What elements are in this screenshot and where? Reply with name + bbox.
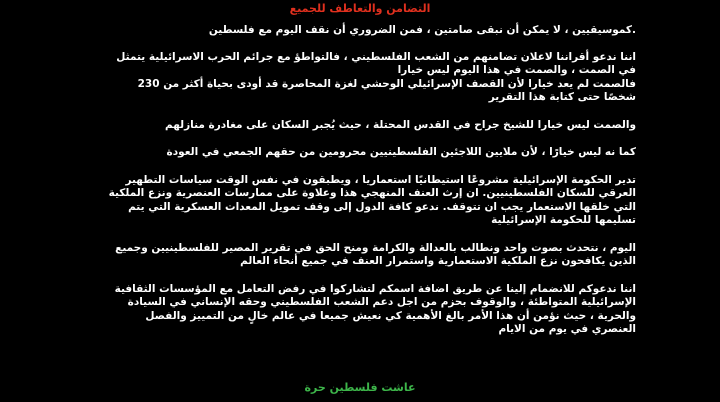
- paragraph-line: شخصًا حتى كتابة هذا التقرير: [488, 91, 636, 103]
- page-title: التضامن والتعاطف للجميع: [289, 2, 431, 15]
- paragraph-line: الذين يكافحون نزع الملكية الاستعمارية واستمرار العنف في جميع أنحاء العالم: [240, 255, 636, 267]
- paragraph-line: فالصمت لم يعد خيارا لأن القصف الإسرائيلي الوحشي لغزة المحاصرة قد أودى بحياة أكثر من 230: [137, 77, 636, 90]
- paragraph-line: العنصري في يوم من الايام: [498, 323, 636, 335]
- paragraph-line: التي خلقها الاستعمار يجب ان تتوقف. ندعو كافة الدول إلى وقف تمويل المعدات العسكرية التي يتم: [128, 200, 636, 213]
- paragraph-line: اننا ندعوكم للانضمام إلينا عن طريق اضافة اسمكم لتشاركوا في رفض التعامل مع المؤسسات الثقافية: [114, 282, 636, 295]
- paragraph-call-to-solidarity: [40, 51, 636, 105]
- paragraph-line: الإسرائيلية المتواطئة ، والوقوف بحزم من اجل دعم الشعب الفلسطيني وحقه الإنساني في السيادة: [127, 296, 636, 308]
- paragraph-line: تدير الحكومة الإسرائيلية مشروعًا استيطانيًا استعماريا ، ويطبقون في نفس الوقت سياسات التطهير: [125, 173, 636, 186]
- paragraph-one-voice: [40, 242, 636, 269]
- paragraph-line: العرقي للسكان الفلسطينيين. ان إرث العنف المنهجي هذا وعلاوة على ممارسات العنصرية ونزع الملكية: [108, 187, 636, 199]
- paragraph-join-us: [40, 283, 636, 337]
- paragraph-line: اليوم ، نتحدث بصوت واحد ونطالب بالعدالة والكرامة ومنح الحق في تقرير المصير للفلسطينيين وجميع: [115, 241, 636, 254]
- paragraph-sheikh-jarrah: [40, 119, 636, 133]
- paragraph-line: تسليمها للحكومة الإسرائيلية: [491, 214, 636, 226]
- paragraph-refugees: [40, 146, 636, 160]
- paragraph-intro: [40, 24, 636, 38]
- paragraph-line: والصمت ليس خيارا للشيخ جراح في القدس المحتلة ، حيث يُجبر السكان على مغادرة منازلهم: [164, 118, 636, 131]
- paragraph-line: في الصمت ، والصمت في هذا اليوم ليس خيارا: [397, 64, 636, 76]
- footer-slogan: عاشت فلسطين حرة: [304, 381, 416, 394]
- paragraph-line: والحرية ، حيث نؤمن أن هذا الأمر بالغ الأهمية كي نعيش جميعا في عالم خالٍ من التمييز والفصل: [145, 309, 636, 322]
- paragraph-line: اننا ندعو أقراننا لاعلان تضامنهم من الشعب الفلسطيني ، فالتواطؤ مع جرائم الحرب الاسرائيلية يتمثل: [116, 50, 636, 63]
- paragraph-line: كما نه ليس خيارًا ، لأن ملايين اللاجئين الفلسطينيين محرومين من حقهم الجمعي في العودة: [166, 146, 636, 158]
- paragraph-line: .كموسيقيين ، لا يمكن أن نبقى صامتين ، فمن الضروري أن نقف اليوم مع فلسطين: [208, 24, 636, 36]
- statement-body: [40, 24, 636, 351]
- paragraph-settler-project: [40, 174, 636, 228]
